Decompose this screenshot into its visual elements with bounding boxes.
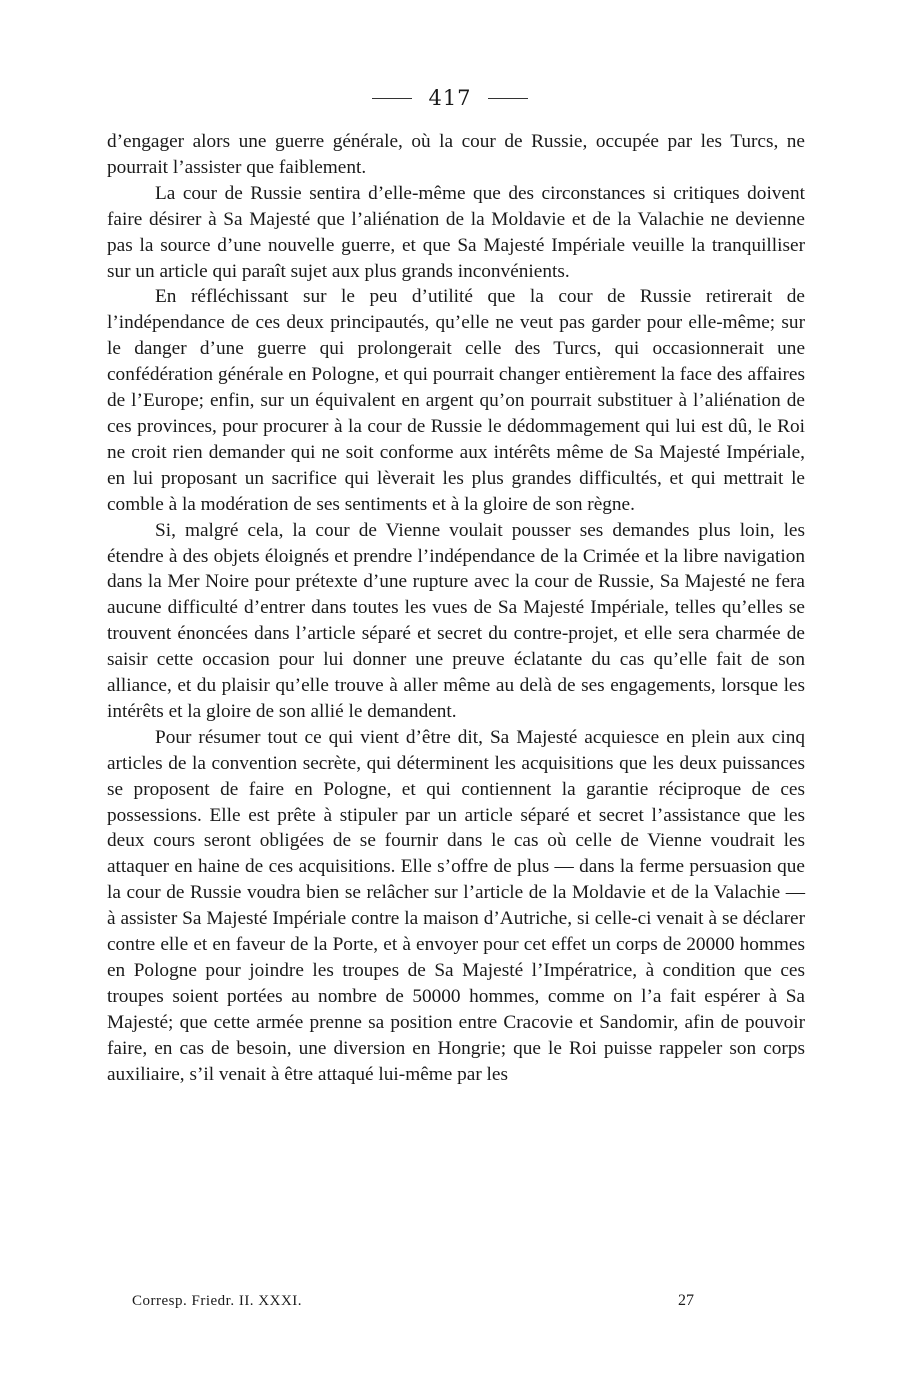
page-footer: [132, 1292, 694, 1310]
page-header: [0, 86, 900, 110]
paragraph: Pour résumer tout ce qui vient d’être dit, Sa Majesté acquiesce en plein aux cinq articles de la convention secrète, qui déterminent les acquisitions que les deux puissances se proposent de faire en Pologne, et qui contiennent la garantie réciproque de ces possessions. Elle est prête à stipuler par un article séparé et secret l’assistance que les deux cours seront obligées de se fournir dans le cas où celle de Vienne voudrait les attaquer en haine de ces acquisitions. Elle s’offre de plus — dans la ferme persuasion que la cour de Russie voudra bien se relâcher sur l’article de la Moldavie et de la Valachie — à assister Sa Majesté Impériale contre la maison d’Autriche, si celle-ci venait à se déclarer contre elle et en faveur de la Porte, et à envoyer pour cet effet un corps de 20000 hommes en Pologne pour joindre les troupes de Sa Majesté l’Impératrice, à condition que ces troupes soient portées au nombre de 50000 hommes, comme on l’a fait espérer à Sa Majesté; que cette armée prenne sa position entre Cracovie et Sandomir, afin de pouvoir faire, en cas de besoin, une diversion en Hongrie; que le Roi puisse rappeler son corps auxiliaire, s’il venait à être attaqué lui-même par les: [107, 726, 805, 1085]
footer-sheet-number: 27: [678, 1292, 694, 1309]
paragraph: La cour de Russie sentira d’elle-même que des circonstances si critiques doivent faire désirer à Sa Majesté que l’aliénation de la Moldavie et de la Valachie ne devienne pas la source d’une nouvelle guerre, et que Sa Majesté Impériale veuille la tranquilliser sur un article qui paraît sujet aux plus grands inconvénients.: [107, 182, 805, 282]
paragraph: En réfléchissant sur le peu d’utilité que la cour de Russie retirerait de l’indépendance de ces deux principautés, qu’elle ne veut pas garder pour elle-même; sur le danger d’une guerre qui prolongerait celle des Turcs, qui occasionnerait une confédération générale en Pologne, et qui pourrait changer entièrement la face des affaires de l’Europe; enfin, sur un équivalent en argent qu’on pourrait substituer à l’aliénation de ces provinces, pour procurer à la cour de Russie le dédommagement qui lui est dû, le Roi ne croit rien demander qui ne soit conforme aux intérêts même de Sa Majesté Impériale, en lui proposant un sacrifice qui lèverait les plus grandes difficultés, et qui mettrait le comble à la modération de ses sentiments et à la gloire de son règne.: [107, 286, 805, 515]
header-rule-left: [372, 98, 412, 99]
footer-signature: Corresp. Friedr. II. XXXI.: [132, 1293, 303, 1309]
paragraph: Si, malgré cela, la cour de Vienne voulait pousser ses demandes plus loin, les étendre à des objets éloignés et prendre l’indépendance de la Crimée et la libre navigation dans la Mer Noire pour prétexte d’une rupture avec la cour de Russie, Sa Majesté ne fera aucune difficulté d’entrer dans toutes les vues de Sa Majesté Impériale, telles qu’elles se trouvent énoncées dans l’article séparé et secret du contre-projet, et elle sera charmée de saisir cette occasion pour lui donner une preuve éclatante du cas qu’elle fait de son alliance, et du plaisir qu’elle trouve à aller même au delà de ses engagements, lorsque les intérêts et la gloire de son allié le demandent.: [107, 519, 805, 722]
header-rule-right: [488, 98, 528, 99]
paragraph-continued: d’engager alors une guerre générale, où la cour de Russie, occupée par les Turcs, ne pourrait l’assister que faiblement.: [107, 131, 805, 178]
page-number: 417: [428, 86, 472, 110]
body-text: [107, 129, 805, 1088]
